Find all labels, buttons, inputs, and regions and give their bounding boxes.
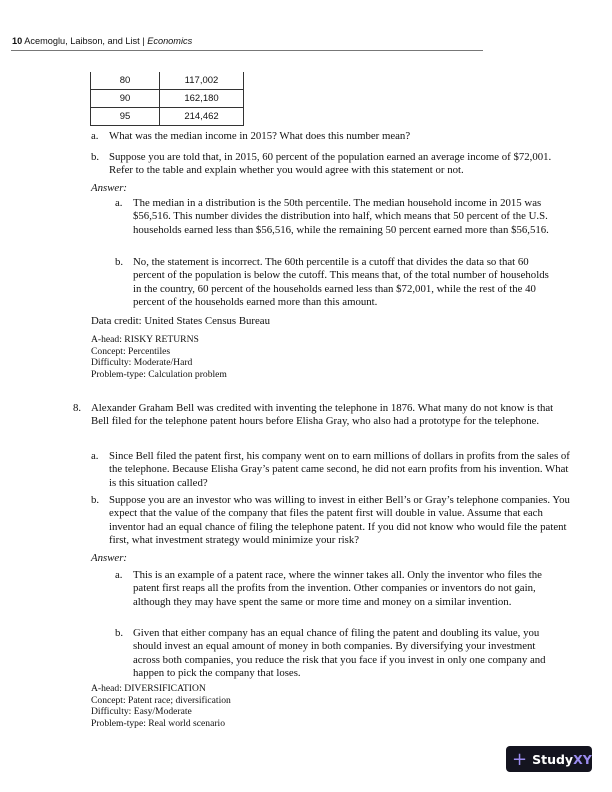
answer-label: Answer: xyxy=(91,182,127,194)
answer-a xyxy=(115,197,553,237)
part-text: What was the median income in 2015? What does this number mean? xyxy=(109,130,411,142)
part-label: a. xyxy=(91,450,99,462)
part-text: Since Bell filed the patent first, his company went on to earn millions of dollars in profits from the sales of the telephone. Because Elisha Gray’s patent came second, he did not earn profits from his invention. What is this situation called? xyxy=(109,450,570,489)
part-text: Suppose you are told that, in 2015, 60 percent of the population earned an average income of $72,001. Refer to the table and explain whether you would agree with this statement or not. xyxy=(109,151,552,177)
table-cell: 162,180 xyxy=(160,90,244,108)
table-cell: 95 xyxy=(91,108,160,126)
table-cell: 80 xyxy=(91,72,160,90)
table-cell: 117,002 xyxy=(160,72,244,90)
meta-ahead: A-head: DIVERSIFICATION xyxy=(91,683,206,694)
answer-label-b: b. xyxy=(115,256,124,268)
meta-concept: Concept: Percentiles xyxy=(91,345,171,357)
percentile-table xyxy=(90,72,244,126)
header-separator: | xyxy=(142,36,145,46)
question-part-b xyxy=(91,494,571,548)
header-rule xyxy=(11,50,483,51)
studyxy-logo[interactable] xyxy=(506,746,592,772)
plus-icon: + xyxy=(512,748,528,770)
table-cell: 90 xyxy=(91,90,160,108)
meta-difficulty: Difficulty: Moderate/Hard xyxy=(91,357,193,369)
answer-label: Answer: xyxy=(91,552,127,564)
part-label: a. xyxy=(91,130,99,142)
question-8 xyxy=(73,402,571,429)
question-metadata xyxy=(91,334,227,380)
table-cell: 214,462 xyxy=(160,108,244,126)
question-part-b xyxy=(91,151,571,178)
page-number: 10 xyxy=(12,36,23,46)
data-credit: Data credit: United States Census Bureau xyxy=(91,315,271,327)
table-row xyxy=(91,72,244,90)
part-text: Suppose you are an investor who was willing to invest in either Bell’s or Gray’s telephone companies. You expect that the value of the company that files the patent first will double in value. Assume that each inventor had an equal chance of filing the telephone patent. If you did not know who would file the patent first, what investment strategy would minimize your risk? xyxy=(109,494,570,547)
authors: Acemoglu, Laibson, and List xyxy=(24,36,140,46)
table-row xyxy=(91,90,244,108)
question-metadata xyxy=(91,683,231,729)
question-number: 8. xyxy=(73,402,82,414)
meta-problem-type: Problem-type: Calculation problem xyxy=(91,368,227,380)
table-row xyxy=(91,108,244,126)
answer-text: The median in a distribution is the 50th percentile. The median household income in 2015 was $56,516. This number divides the distribution into half, which means that 50 percent of the U.S. households earned less than $56,516, while the remaining 50 percent earned more than $56,516. xyxy=(133,197,549,236)
logo-text-accent: XY xyxy=(573,751,592,767)
meta-difficulty: Difficulty: Easy/Moderate xyxy=(91,706,192,718)
meta-ahead: A-head: RISKY RETURNS xyxy=(91,334,199,345)
answer-b xyxy=(115,256,553,310)
meta-concept: Concept: Patent race; diversification xyxy=(91,694,231,706)
part-label: b. xyxy=(91,494,100,506)
answer-text: This is an example of a patent race, where the winner takes all. Only the inventor who files the patent first reaps all the profits from the invention. Other companies or inventors do not gain, although they may have spent the same or more time and money on a similar invention. xyxy=(133,569,542,608)
answer-text: Given that either company has an equal chance of filing the patent and doubling its value, you should invest an equal amount of money in both companies. By diversifying your investment across both companies, you reduce the risk that you face if you invest in only one company and happen to pick the company that loses. xyxy=(133,627,546,680)
meta-problem-type: Problem-type: Real world scenario xyxy=(91,717,226,729)
question-part-a xyxy=(91,450,571,490)
question-part-a xyxy=(91,130,571,143)
logo-text: Study xyxy=(532,751,574,767)
running-header xyxy=(12,36,192,46)
answer-a xyxy=(115,569,553,609)
answer-label-a: a. xyxy=(115,569,123,581)
answer-b xyxy=(115,627,553,681)
answer-label-a: a. xyxy=(115,197,123,209)
answer-label-b: b. xyxy=(115,627,124,639)
part-label: b. xyxy=(91,151,100,163)
book-title: Economics xyxy=(147,36,193,46)
answer-text: No, the statement is incorrect. The 60th percentile is a cutoff that divides the data so that 60 percent of the population is below the cutoff. This means that, of the total number of households in the country, 60 percent of the households earned less than $72,001, while the rest of the 40 percent of the households earned more than this amount. xyxy=(133,256,549,309)
question-text: Alexander Graham Bell was credited with inventing the telephone in 1876. What many do not know is that Bell filed for the telephone patent hours before Elisha Gray, who also had a prototype for the telephone. xyxy=(91,402,554,428)
